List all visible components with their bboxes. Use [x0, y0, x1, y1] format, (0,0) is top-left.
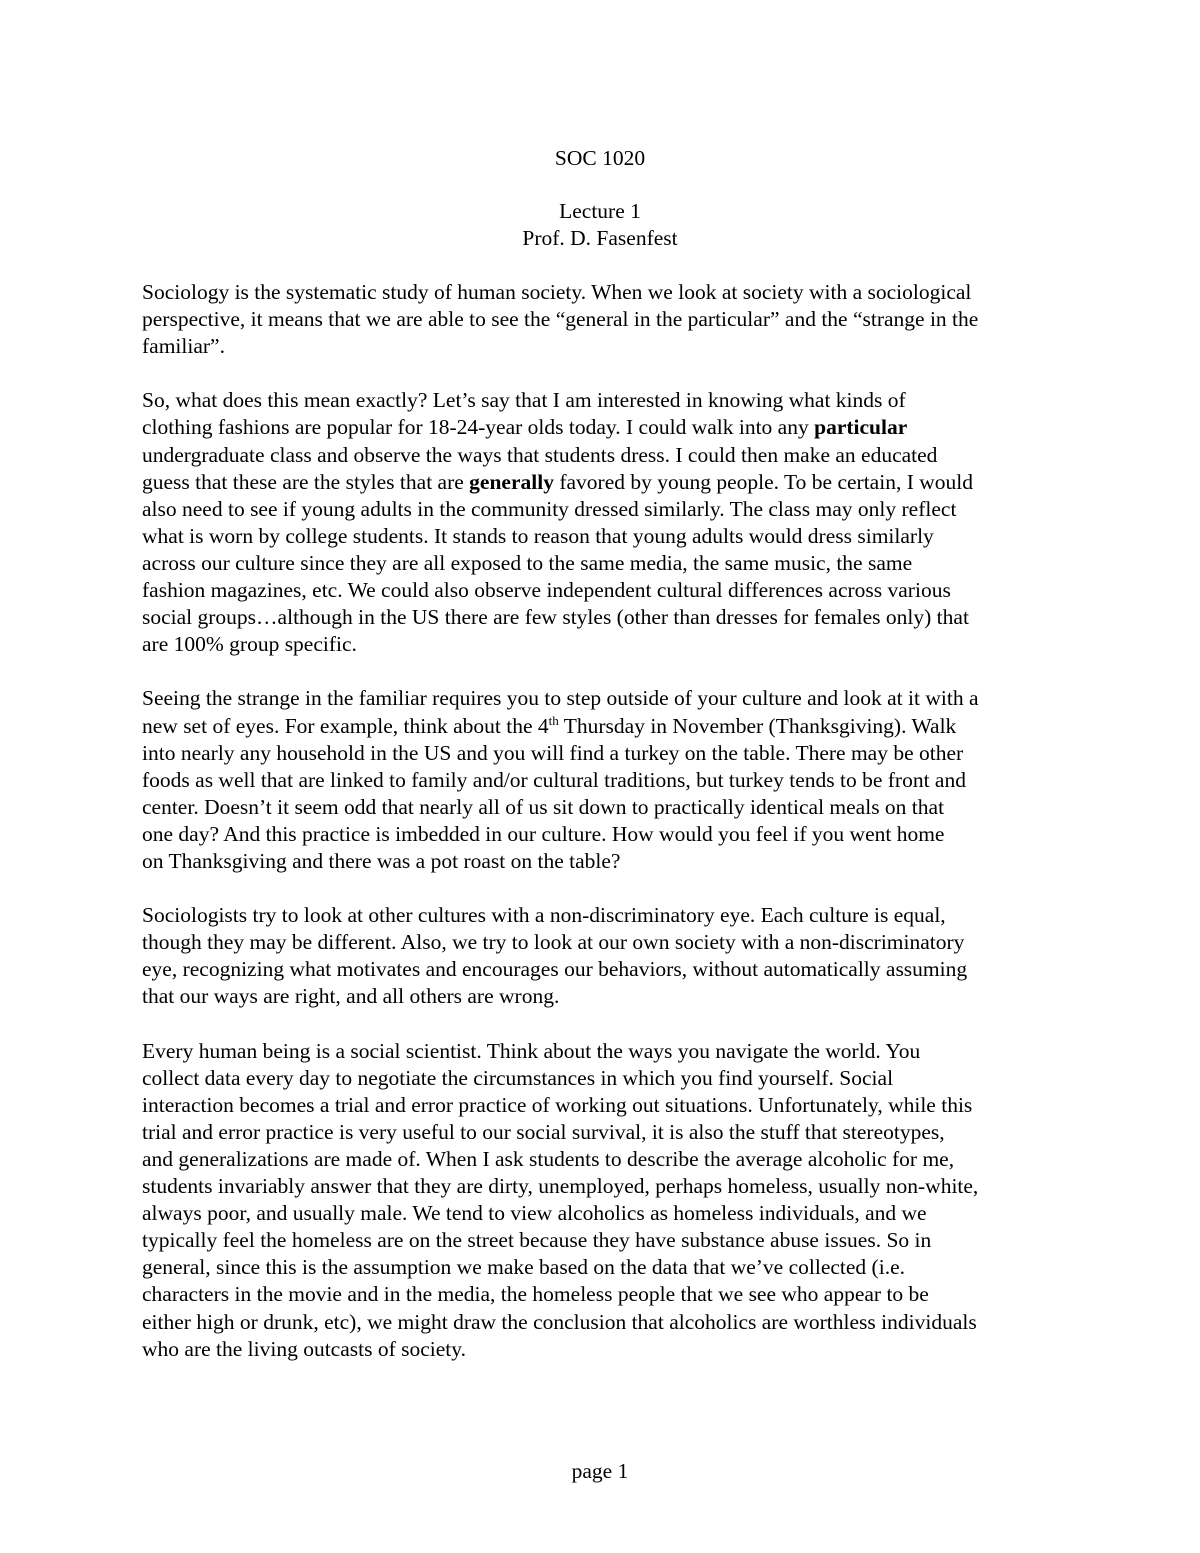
text-line: social groups…although in the US there are few styles (other than dresses for females only) that	[142, 605, 969, 630]
text-line: either high or drunk, etc), we might draw the conclusion that alcoholics are worthless individuals	[142, 1309, 977, 1334]
text-line: though they may be different. Also, we try to look at our own society with a non-discriminatory	[142, 930, 965, 955]
emphasized-word: generally	[469, 469, 554, 494]
text-run: clothing fashions are popular for 18-24-year olds today. I could walk into any	[142, 415, 815, 440]
text-line: into nearly any household in the US and you will find a turkey on the table. There may be other	[142, 740, 964, 765]
body-paragraph	[142, 1038, 1062, 1363]
text-line: undergraduate class and observe the ways that students dress. I could then make an educated	[142, 442, 938, 467]
text-line: characters in the movie and in the media, the homeless people that we see who appear to be	[142, 1282, 929, 1307]
body-paragraph	[142, 387, 1062, 658]
text-run: guess that these are the styles that are	[142, 469, 470, 494]
text-line: one day? And this practice is imbedded in our culture. How would you feel if you went home	[142, 821, 945, 846]
text-line: also need to see if young adults in the community dressed similarly. The class may only reflect	[142, 496, 957, 521]
text-line	[142, 414, 1062, 441]
text-line: general, since this is the assumption we make based on the data that we’ve collected (i.e.	[142, 1255, 905, 1280]
text-line: Sociology is the systematic study of human society. When we look at society with a sociological	[142, 280, 972, 304]
text-line: and generalizations are made of. When I ask students to describe the average alcoholic for me,	[142, 1147, 955, 1171]
text-run: new set of eyes. For example, think about the 4	[142, 713, 549, 738]
text-run: Thursday in November (Thanksgiving). Walk	[558, 713, 957, 738]
text-line: eye, recognizing what motivates and encourages our behaviors, without automatically assuming	[142, 957, 968, 982]
course-code: SOC 1020	[554, 146, 646, 170]
text-line	[142, 713, 1062, 740]
emphasized-word: particular	[814, 415, 908, 440]
text-line: who are the living outcasts of society.	[142, 1336, 467, 1361]
text-line: students invariably answer that they are dirty, unemployed, perhaps homeless, usually non-white,	[142, 1174, 979, 1199]
text-line: Every human being is a social scientist. Think about the ways you navigate the world. You	[142, 1038, 921, 1063]
ordinal-suffix: th	[548, 712, 559, 728]
text-line: always poor, and usually male. We tend to view alcoholics as homeless individuals, and we	[142, 1201, 927, 1226]
body-paragraph	[142, 279, 1062, 360]
text-line: familiar”.	[142, 334, 225, 359]
text-line	[142, 469, 1062, 496]
text-line: interaction becomes a trial and error practice of working out situations. Unfortunately, while this	[142, 1092, 973, 1117]
text-line: across our culture since they are all exposed to the same media, the same music, the same	[142, 550, 913, 575]
text-line: Sociologists try to look at other cultures with a non-discriminatory eye. Each culture is equal,	[142, 903, 946, 928]
text-line: center. Doesn’t it seem odd that nearly all of us sit down to practically identical meals on that	[142, 794, 945, 819]
text-line: Seeing the strange in the familiar requires you to step outside of your culture and look at it with a	[142, 686, 979, 711]
page-number: page 1	[571, 1459, 629, 1483]
text-line: trial and error practice is very useful to our social survival, it is also the stuff that stereotypes,	[142, 1119, 945, 1144]
professor-name: Prof. D. Fasenfest	[522, 226, 678, 250]
lecture-body	[142, 279, 1062, 1390]
text-line: fashion magazines, etc. We could also observe independent cultural differences across various	[142, 578, 951, 603]
text-line: So, what does this mean exactly? Let’s say that I am interested in knowing what kinds of	[142, 388, 906, 413]
text-line: what is worn by college students. It stands to reason that young adults would dress similarly	[142, 523, 934, 548]
lecture-title: Lecture 1	[559, 199, 641, 223]
text-line: that our ways are right, and all others are wrong.	[142, 984, 560, 1009]
text-line: foods as well that are linked to family and/or cultural traditions, but turkey tends to be front and	[142, 767, 966, 792]
body-paragraph	[142, 902, 1062, 1010]
text-run: favored by young people. To be certain, I would	[553, 469, 973, 494]
text-line: are 100% group specific.	[142, 632, 357, 657]
body-paragraph	[142, 685, 1062, 875]
text-line: typically feel the homeless are on the street because they have substance abuse issues. So in	[142, 1228, 932, 1253]
text-line: perspective, it means that we are able to see the “general in the particular” and the “strange in the	[142, 307, 979, 332]
text-line: collect data every day to negotiate the circumstances in which you find yourself. Social	[142, 1065, 894, 1090]
text-line: on Thanksgiving and there was a pot roast on the table?	[142, 848, 621, 873]
